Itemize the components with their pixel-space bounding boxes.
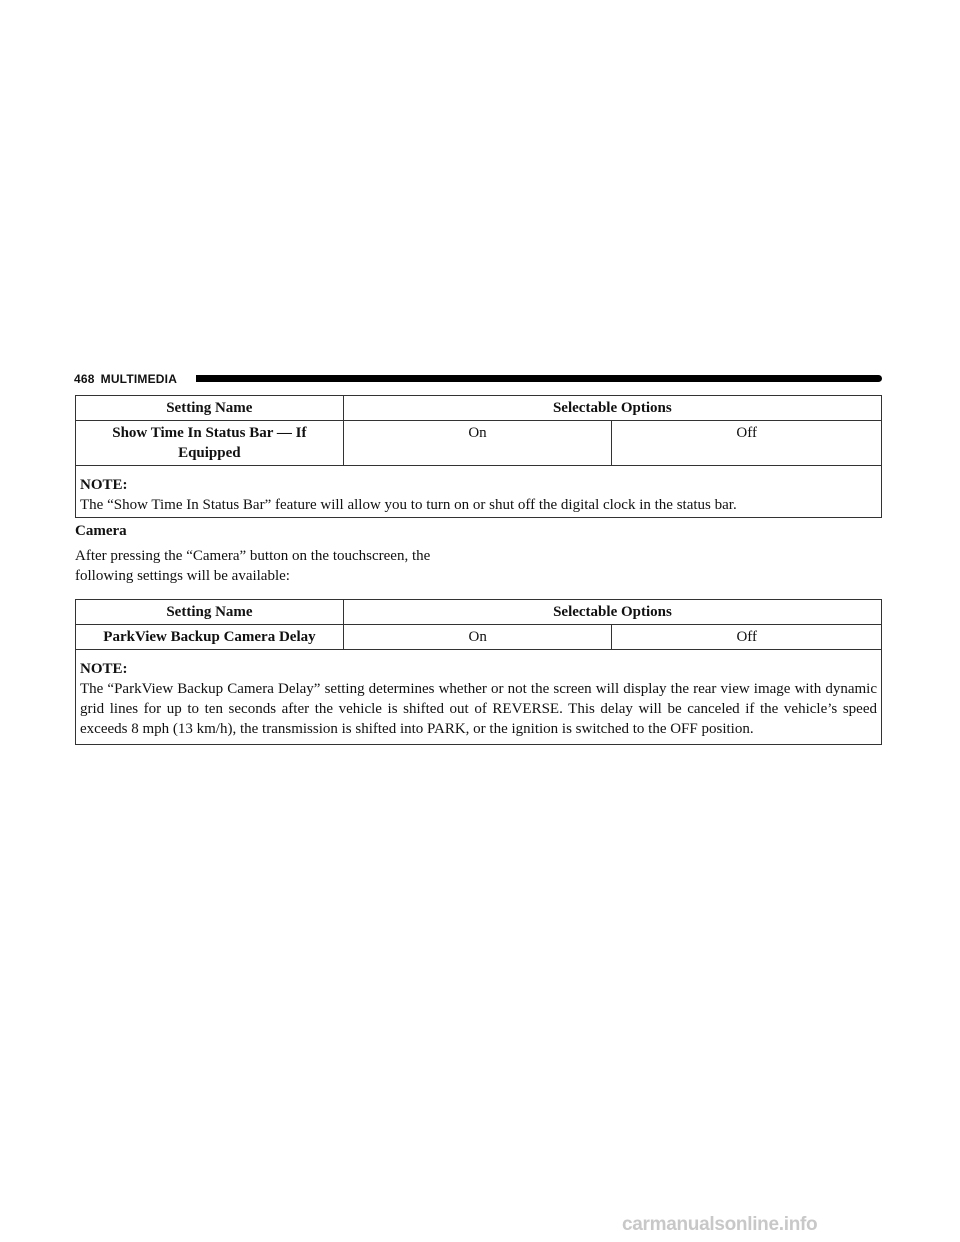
section-heading-camera: Camera — [75, 523, 127, 539]
note-label: NOTE: — [80, 661, 128, 677]
table-header-row — [76, 396, 882, 421]
column-header-setting-name: Setting Name — [76, 600, 344, 625]
table-row — [76, 421, 882, 466]
note-row — [76, 650, 882, 745]
note-cell — [76, 650, 882, 745]
note-text: The “ParkView Backup Camera Delay” setting determines whether or not the screen will display the rear view image with dynamic grid lines for up to ten seconds after the vehicle is shifted out of REVERSE. This delay will be canceled if the vehicle’s speed exceeds 8 mph (13 km/h), the transmission is shifted into PARK, or the ignition is switched to the OFF position. — [80, 681, 877, 737]
table-header-row — [76, 600, 882, 625]
option-off: Off — [612, 421, 882, 466]
section-title: MULTIMEDIA — [100, 372, 178, 386]
watermark-logo: carmanualsonline.info — [622, 1214, 818, 1235]
column-header-selectable-options: Selectable Options — [343, 396, 881, 421]
header-label — [74, 371, 185, 387]
option-on: On — [343, 421, 612, 466]
watermark — [622, 1212, 918, 1238]
setting-name-parkview-delay: ParkView Backup Camera Delay — [76, 625, 344, 650]
note-label: NOTE: — [80, 477, 128, 493]
column-header-selectable-options: Selectable Options — [343, 600, 881, 625]
note-cell — [76, 466, 882, 518]
column-header-setting-name: Setting Name — [76, 396, 344, 421]
page-number: 468 — [74, 372, 95, 386]
option-off: Off — [612, 625, 882, 650]
header-rule — [196, 375, 882, 382]
page-header — [74, 371, 882, 387]
camera-intro-text: After pressing the “Camera” button on the touchscreen, the following settings will be available: — [75, 548, 431, 584]
setting-name-show-time: Show Time In Status Bar — If Equipped — [76, 421, 344, 466]
note-text: The “Show Time In Status Bar” feature will allow you to turn on or shut off the digital clock in the status bar. — [80, 497, 737, 513]
option-on: On — [343, 625, 612, 650]
note-row — [76, 466, 882, 518]
settings-table-status-bar — [75, 395, 882, 518]
settings-table-camera — [75, 599, 882, 745]
table-row — [76, 625, 882, 650]
